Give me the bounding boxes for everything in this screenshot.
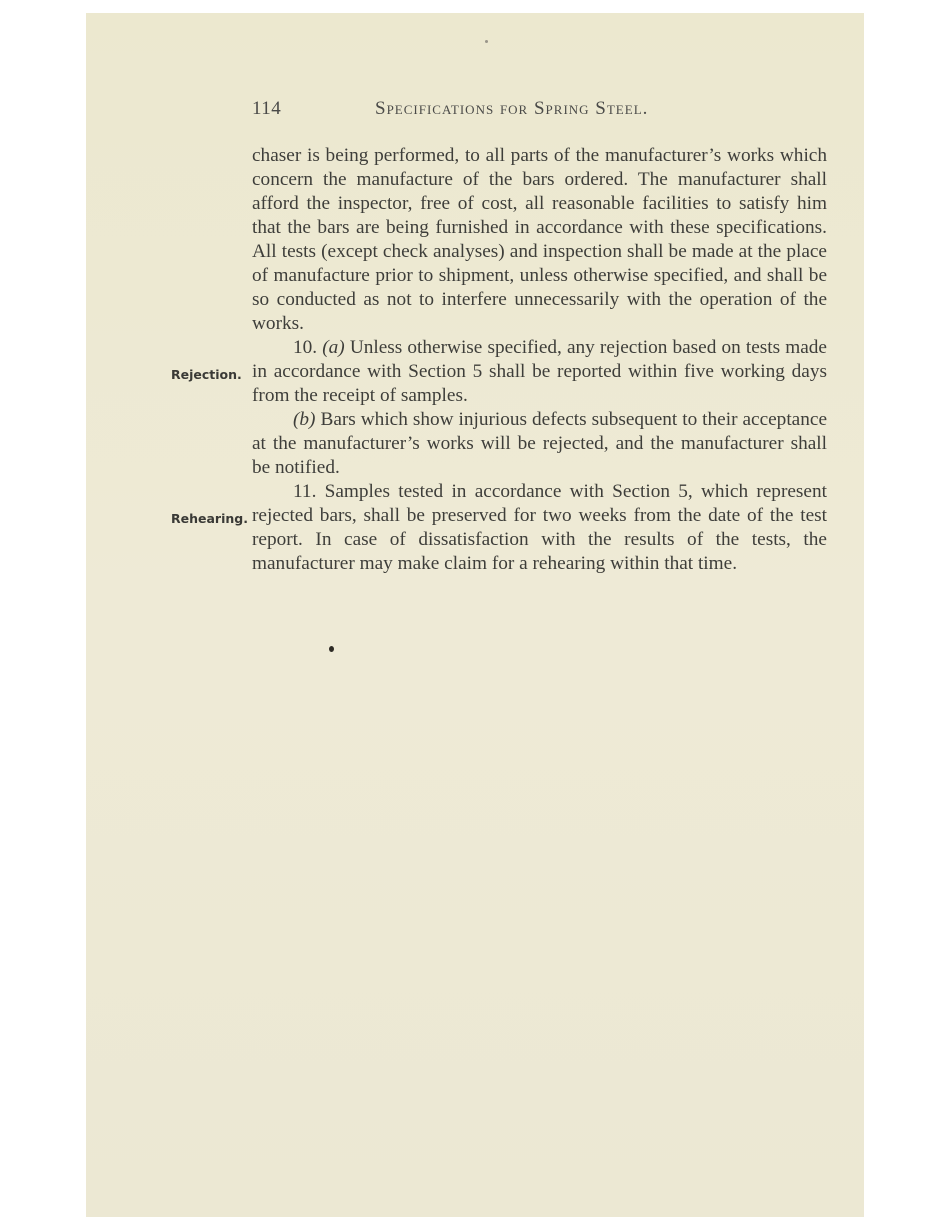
section-11-number: 11. xyxy=(293,481,317,502)
page-header xyxy=(252,96,827,124)
section-10-number: 10. xyxy=(293,337,318,358)
paragraph-section-10a xyxy=(252,336,827,408)
margin-note-rejection: Rejection. xyxy=(171,367,242,382)
running-title: Specifications for Spring Steel. xyxy=(375,98,649,119)
body-text xyxy=(252,144,827,576)
margin-note-rehearing: Rehearing. xyxy=(171,511,248,526)
paper-speck xyxy=(485,40,488,43)
page-number: 114 xyxy=(252,98,282,119)
section-10b-label: (b) xyxy=(293,409,316,430)
section-10a-text: Unless otherwise specified, any rejection based on tests made in accordance with Section 5 shall be reported within five working days from the receipt of samples. xyxy=(252,337,827,406)
section-10a-label: (a) xyxy=(322,337,345,358)
paragraph-section-10b xyxy=(252,408,827,480)
ink-speck xyxy=(329,646,334,652)
section-10b-text: Bars which show injurious defects subsequent to their acceptance at the manufacturer’s works will be rejected, and the manufacturer shall be notified. xyxy=(252,409,827,478)
paragraph-continuation: chaser is being performed, to all parts of the manufacturer’s works which concern the manufacture of the bars ordered. The manufacturer shall afford the inspector, free of cost, all reasonable facilities to satisfy him that the bars are being furnished in accordance with these specifications. All tests (except check analyses) and inspection shall be made at the place of manufacture prior to shipment, unless otherwise specified, and shall be so conducted as not to interfere unnecessarily with the operation of the works. xyxy=(252,145,827,334)
section-11-text: Samples tested in accordance with Section 5, which represent rejected bars, shall be preserved for two weeks from the date of the test report. In case of dissatisfaction with the results of the tests, the manufacturer may make claim for a rehearing within that time. xyxy=(252,481,827,574)
paragraph-section-11 xyxy=(252,480,827,576)
